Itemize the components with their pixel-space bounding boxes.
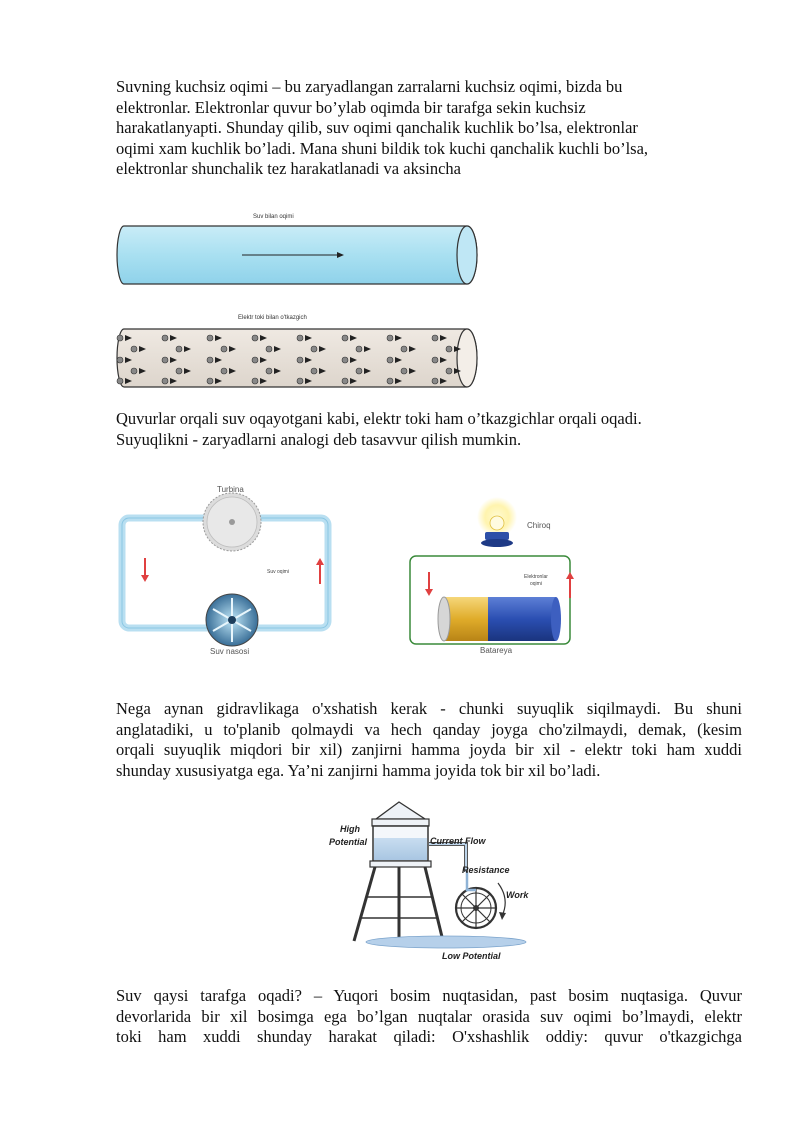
text-line: Nega aynan gidravlikaga o'xshatish kerak - chunki suyuqlik siqilmaydi. Bu shuni — [116, 699, 742, 718]
lamp-label: Chiroq — [527, 521, 551, 530]
text-line: oqimi xam kuchlik bo’ladi. Mana shuni bildik tok kuchi qanchalik kuchli bo’lsa, — [116, 138, 649, 158]
paragraph-direction — [116, 986, 742, 1048]
paragraph-analogy — [116, 409, 742, 450]
electron-dot — [207, 357, 213, 363]
turbine-label: Turbina — [217, 485, 244, 494]
electron-dot — [266, 368, 272, 374]
battery-icon — [438, 597, 561, 641]
electron-dot — [221, 346, 227, 352]
electron-dot — [311, 368, 317, 374]
water-flow-label: Suv oqimi — [267, 569, 289, 575]
electron-dot — [162, 378, 168, 384]
battery-label: Batareya — [480, 646, 513, 655]
down-arrow-icon — [141, 558, 149, 582]
high-potential-label: High — [340, 824, 360, 834]
electron-dot — [356, 368, 362, 374]
electron-dot — [297, 378, 303, 384]
electron-dot — [117, 378, 123, 384]
electron-dot — [266, 346, 272, 352]
electron-dot — [297, 335, 303, 341]
electron-dot — [432, 357, 438, 363]
electron-dot — [117, 357, 123, 363]
low-potential-label: Low Potential — [442, 951, 501, 961]
water-pipe-label: Suv bilan oqimi — [253, 214, 294, 220]
electron-pipe-label: Elektr toki bilan o'tkazgich — [238, 315, 307, 321]
electron-dot — [432, 378, 438, 384]
electron-dot — [252, 357, 258, 363]
turbine-icon — [203, 493, 261, 551]
text-line: shunday xususiyatga ega. Ya’ni zanjirni hamma joyida tok bir xil bo’ladi. — [116, 760, 601, 780]
electron-dot — [131, 346, 137, 352]
up-arrow-icon — [566, 572, 574, 598]
electron-dot — [401, 368, 407, 374]
text-line: orqali suyuqlik miqdori bir xil) zanjirni hamma joyda bir xil - elektr toki ham xuddi — [116, 740, 742, 760]
electron-dot — [432, 335, 438, 341]
current-flow-label: Current Flow — [430, 836, 486, 846]
text-line: elektronlar. Elektronlar quvur bo’ylab oqimda bir tarafga sekin kuchsiz — [116, 97, 586, 117]
text-line: anglatadiki, u to'planib qolmaydi va hech qanday joyga cho'zilmaydi, demak, (kesim — [116, 719, 742, 739]
electron-dot — [162, 335, 168, 341]
pump-label: Suv nasosi — [210, 647, 250, 656]
paragraph-intro — [116, 77, 742, 180]
electron-dot — [387, 378, 393, 384]
water-circuit — [122, 485, 328, 656]
resistance-label: Resistance — [462, 865, 510, 875]
text-line: elektronlar shunchalik tez harakatlanadi va aksincha — [116, 159, 461, 179]
text-line: devorlarida bir xil bosimga ega bo’lgan nuqtalar orasida suv oqimi bo’lmaydi, elektr — [116, 1006, 742, 1026]
up-arrow-icon — [316, 558, 324, 584]
water-tower — [354, 802, 466, 941]
electron-dot — [342, 378, 348, 384]
electric-circuit — [410, 497, 574, 655]
water-tower-figure — [326, 800, 541, 962]
electron-dot — [221, 368, 227, 374]
water-pool — [366, 936, 526, 948]
text-line: Suvning kuchsiz oqimi – bu zaryadlangan zarralarni kuchsiz oqimi, bizda bu — [116, 77, 623, 96]
electron-dot — [342, 357, 348, 363]
text-line: Suv qaysi tarafga oqadi? – Yuqori bosim nuqtasidan, past bosim nuqtasiga. Quvur — [116, 986, 742, 1005]
text-line: Suyuqlikni - zaryadlarni analogi deb tasavvur qilish mumkin. — [116, 429, 522, 449]
electron-dot — [207, 378, 213, 384]
electron-dot — [117, 335, 123, 341]
electron-dot — [131, 368, 137, 374]
electron-flow-label-2: oqimi — [530, 581, 542, 587]
water-pump-icon — [206, 594, 258, 646]
water-wheel-icon — [456, 872, 496, 928]
electron-dot — [176, 368, 182, 374]
electron-dot — [207, 335, 213, 341]
work-label: Work — [506, 890, 529, 900]
electron-pipe — [117, 329, 477, 387]
high-potential-label-2: Potential — [329, 837, 368, 847]
paragraph-hydraulics — [116, 699, 742, 781]
electron-dot — [401, 346, 407, 352]
text-line: harakatlanyapti. Shunday qilib, suv oqimi qanchalik kuchlik bo’lsa, elektronlar — [116, 118, 638, 138]
electron-dot — [311, 346, 317, 352]
electron-dot — [342, 335, 348, 341]
work-arrow-icon — [498, 883, 505, 916]
electron-dot — [252, 378, 258, 384]
electron-dot — [387, 357, 393, 363]
electron-dot — [162, 357, 168, 363]
electron-dot — [387, 335, 393, 341]
down-arrow-icon — [425, 572, 433, 596]
text-line: Quvurlar orqali suv oqayotgani kabi, elektr toki ham o’tkazgichlar orqali oqadi. — [116, 409, 642, 428]
pipe-flow-figure — [112, 208, 482, 393]
electron-dot — [446, 346, 452, 352]
electron-dot — [297, 357, 303, 363]
circuit-analogy-figure — [114, 480, 564, 660]
electron-flow-label: Elektronlar — [524, 574, 548, 580]
electron-dot — [176, 346, 182, 352]
text-line: toki ham xuddi shunday harakat qiladi: O'xshashlik oddiy: quvur o'tkazgichga — [116, 1027, 742, 1047]
electron-dot — [446, 368, 452, 374]
electron-dot — [356, 346, 362, 352]
electron-dot — [252, 335, 258, 341]
